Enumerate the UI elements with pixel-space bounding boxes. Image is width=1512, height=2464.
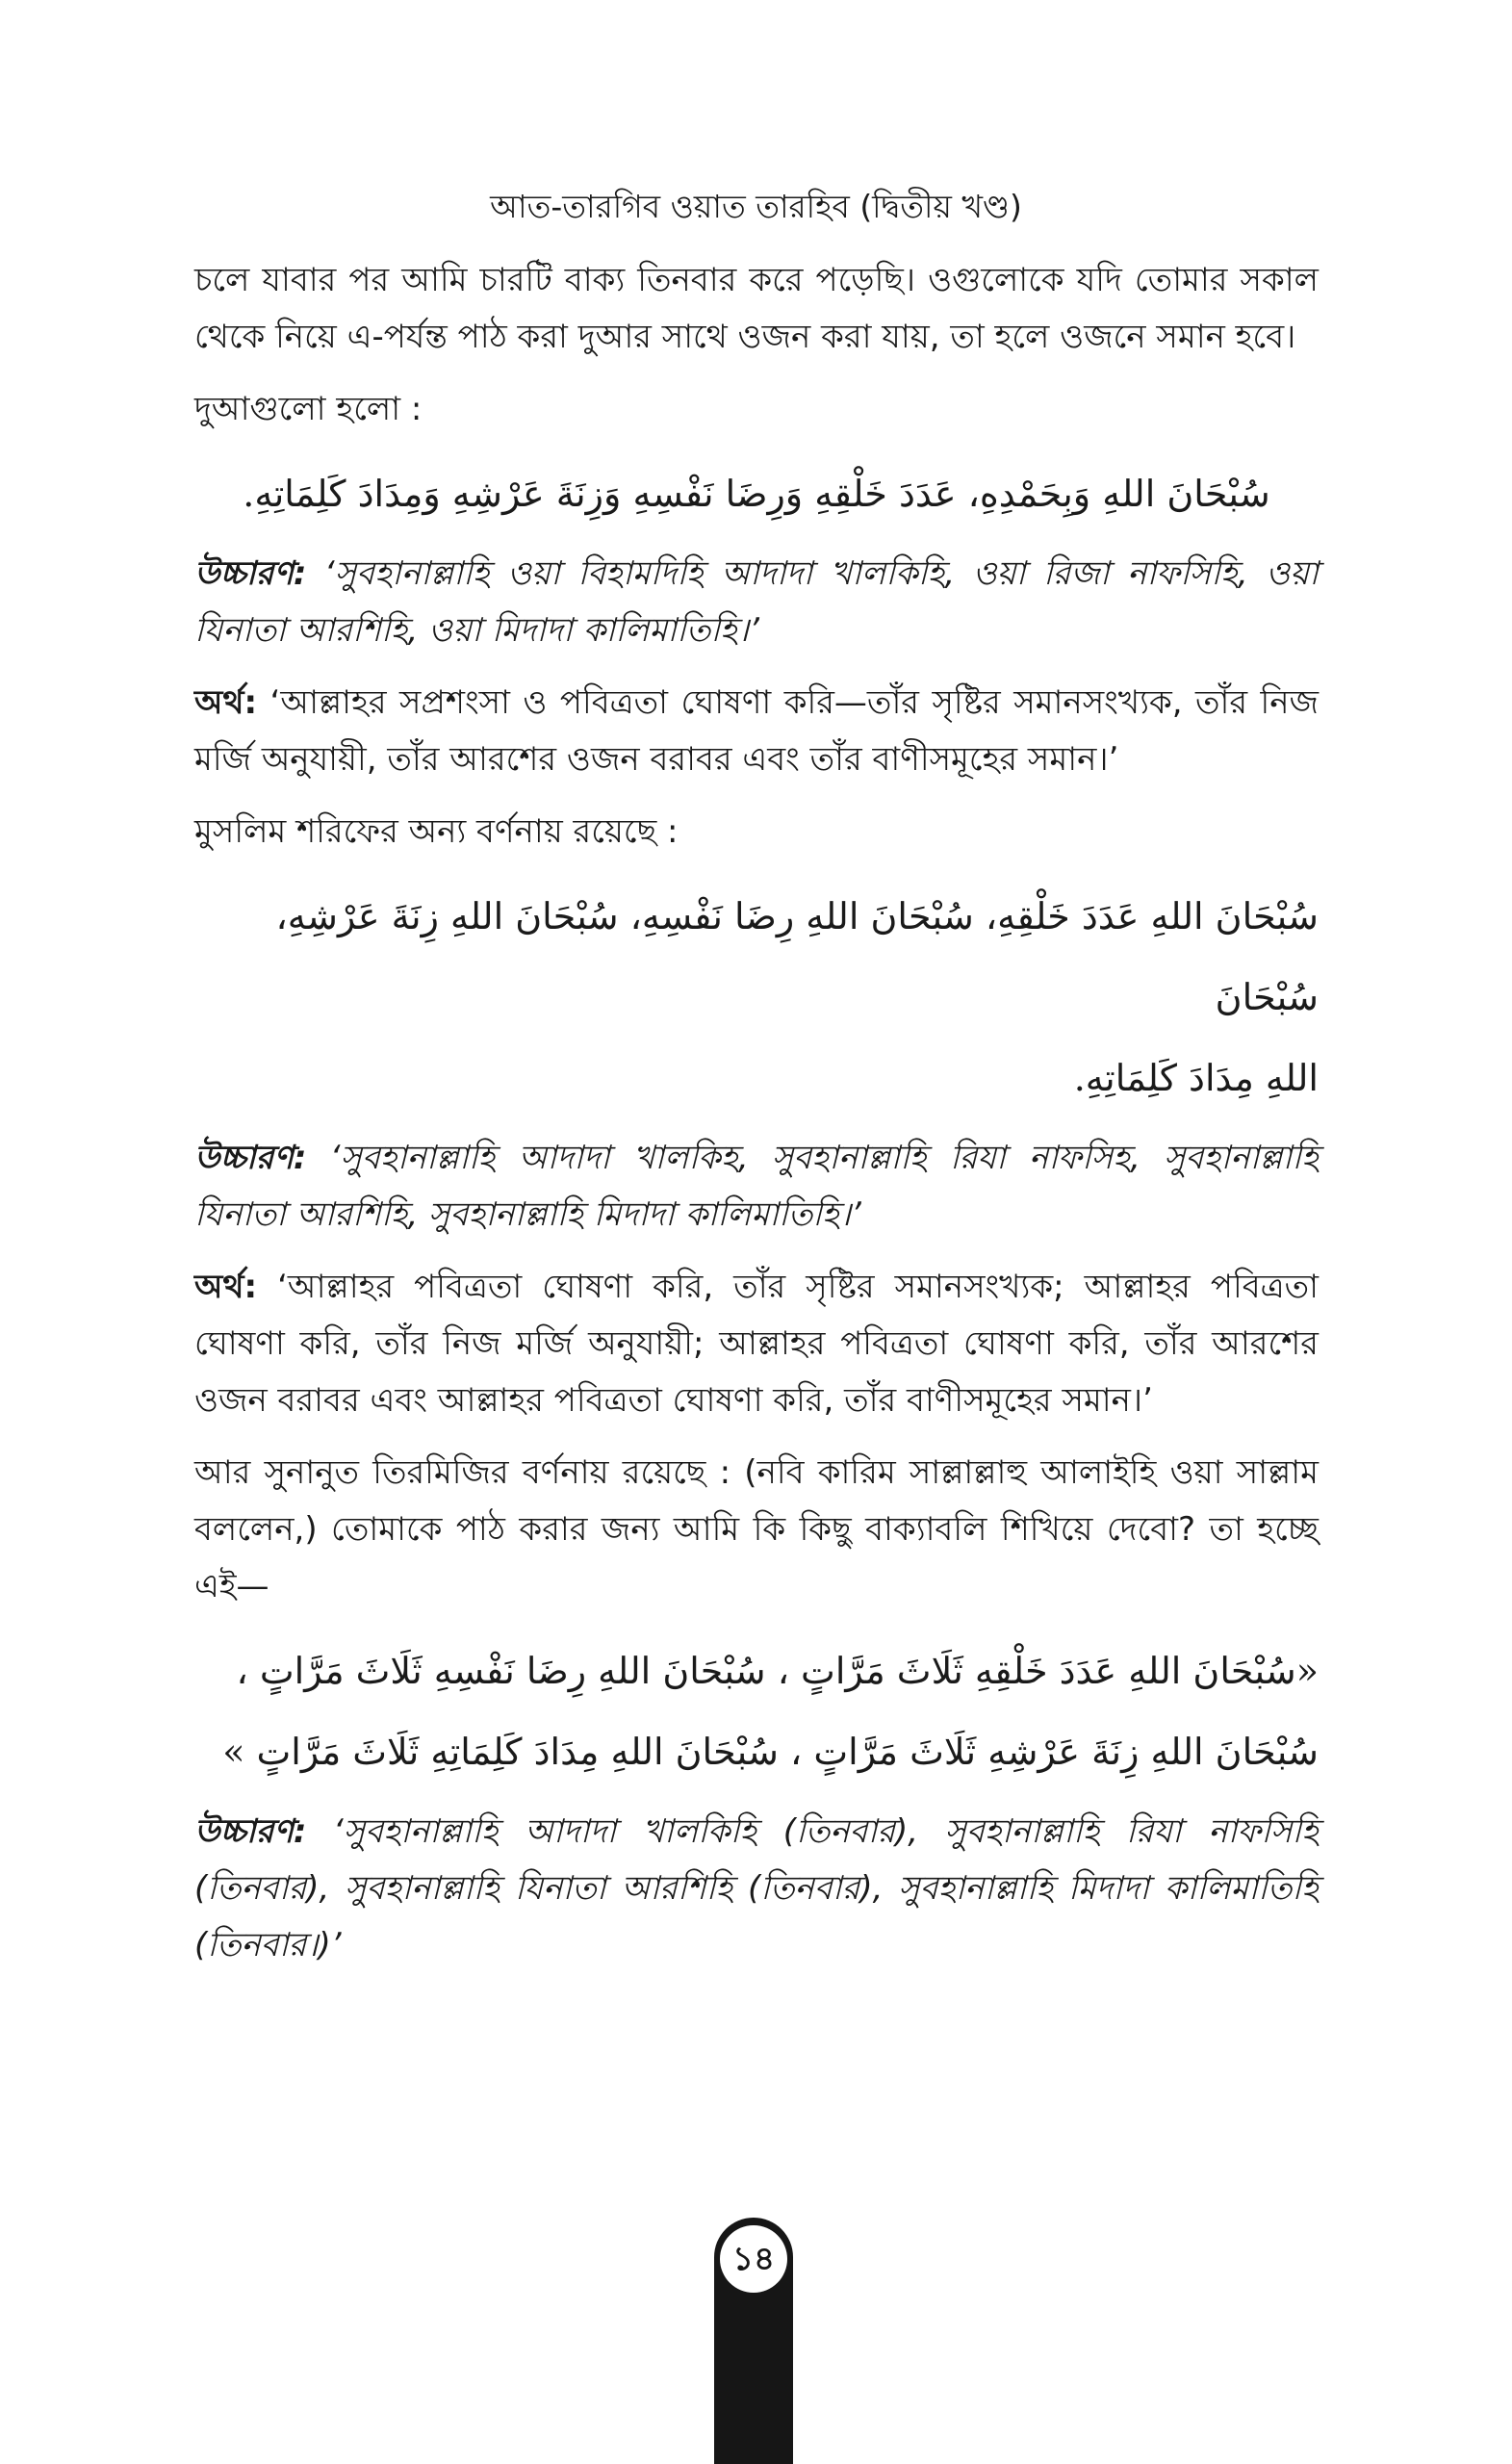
arabic-dua-2	[194, 876, 1319, 1118]
page-number: ১৪	[720, 2225, 787, 2293]
running-header: আত-তারগিব ওয়াত তারহিব (দ্বিতীয় খণ্ড)	[490, 188, 1022, 225]
arabic-dua-3-line-1: «سُبْحَانَ اللهِ عَدَدَ خَلْقِهِ ثَلَاثَ مَرَّاتٍ ، سُبْحَانَ اللهِ رِضَا نَفْسِهِ ثَلَاثَ مَرَّاتٍ ،	[236, 1650, 1319, 1692]
meaning-label: অর্থ:	[194, 683, 258, 722]
arabic-dua-2-line-1: سُبْحَانَ اللهِ عَدَدَ خَلْقِهِ، سُبْحَانَ اللهِ رِضَا نَفْسِهِ، سُبْحَانَ اللهِ زِنَةَ عَرْشِهِ، سُبْحَانَ	[275, 895, 1319, 1018]
meaning-label: অর্থ:	[194, 1268, 258, 1306]
pronunciation-text: ‘সুবহানাল্লাহি আদাদা খালকিহ, সুবহানাল্লাহি রিযা নাফসিহ, সুবহানাল্লাহি যিনাতা আরশিহি, সুবহানাল্লাহি মিদাদা কালিমাতিহি।’	[194, 1139, 1319, 1234]
arabic-dua-2-line-2: اللهِ مِدَادَ كَلِمَاتِهِ.	[1073, 1057, 1319, 1099]
meaning-2	[194, 1259, 1319, 1429]
paragraph-tirmidhi-narration: আর সুনানুত তিরমিজির বর্ণনায় রয়েছে : (নবি কারিম সাল্লাল্লাহু আলাইহি ওয়া সাল্লাম বললেন,) তোমাকে পাঠ করার জন্য আমি কি কিছু বাক্যাবলি শিখিয়ে দেবো? তা হচ্ছে এই—	[194, 1453, 1319, 1605]
arabic-dua-3	[194, 1630, 1319, 1792]
pronunciation-text: ‘সুবহানাল্লাহি আদাদা খালকিহি (তিনবার), সুবহানাল্লাহি রিযা নাফসিহি (তিনবার), সুবহানাল্লাহি যিনাতা আরশিহি (তিনবার), সুবহানাল্লাহি মিদাদা কালিমাতিহি (তিনবার।)’	[194, 1812, 1319, 1964]
pronunciation-label: উচ্চারণ:	[194, 1139, 307, 1177]
pronunciation-label: উচ্চারণ:	[194, 554, 307, 593]
meaning-text: ‘আল্লাহর সপ্রশংসা ও পবিত্রতা ঘোষণা করি—তাঁর সৃষ্টির সমানসংখ্যক, তাঁর নিজ মর্জি অনুযায়ী, তাঁর আরশের ওজন বরাবর এবং তাঁর বাণীসমূহের সমান।’	[194, 683, 1319, 779]
pronunciation-text: ‘সুবহানাল্লাহি ওয়া বিহামদিহি আদাদা খালকিহি, ওয়া রিজা নাফসিহি, ওয়া যিনাতা আরশিহি, ওয়া মিদাদা কালিমাতিহি।’	[194, 554, 1319, 650]
pronunciation-1	[194, 546, 1319, 659]
pronunciation-2	[194, 1130, 1319, 1244]
arabic-dua-3-line-2: سُبْحَانَ اللهِ زِنَةَ عَرْشِهِ ثَلَاثَ مَرَّاتٍ ، سُبْحَانَ اللهِ مِدَادَ كَلِمَاتِهِ ثَلَاثَ مَرَّاتٍ »	[222, 1731, 1319, 1773]
meaning-text: ‘আল্লাহর পবিত্রতা ঘোষণা করি, তাঁর সৃষ্টির সমানসংখ্যক; আল্লাহর পবিত্রতা ঘোষণা করি, তাঁর নিজ মর্জি অনুযায়ী; আল্লাহর পবিত্রতা ঘোষণা করি, তাঁর আরশের ওজন বরাবর এবং আল্লাহর পবিত্রতা ঘোষণা করি, তাঁর বাণীসমূহের সমান।’	[194, 1268, 1319, 1420]
paragraph-intro: চলে যাবার পর আমি চারটি বাক্য তিনবার করে পড়েছি। ওগুলোকে যদি তোমার সকাল থেকে নিয়ে এ-পর্যন্ত পাঠ করা দুআর সাথে ওজন করা যায়, তা হলে ওজনে সমান হবে।	[194, 261, 1319, 356]
arabic-dua-1: سُبْحَانَ اللهِ وَبِحَمْدِهِ، عَدَدَ خَلْقِهِ وَرِضَا نَفْسِهِ وَزِنَةَ عَرْشِهِ وَمِدَادَ كَلِمَاتِهِ.	[243, 473, 1270, 515]
pronunciation-3	[194, 1804, 1319, 1974]
meaning-1	[194, 675, 1319, 788]
pronunciation-label: উচ্চারণ:	[194, 1812, 307, 1851]
paragraph-dua-heading: দুআগুলো হলো :	[194, 390, 423, 428]
page-body	[194, 252, 1319, 1989]
paragraph-muslim-narration: মুসলিম শরিফের অন্য বর্ণনায় রয়েছে :	[194, 812, 679, 851]
